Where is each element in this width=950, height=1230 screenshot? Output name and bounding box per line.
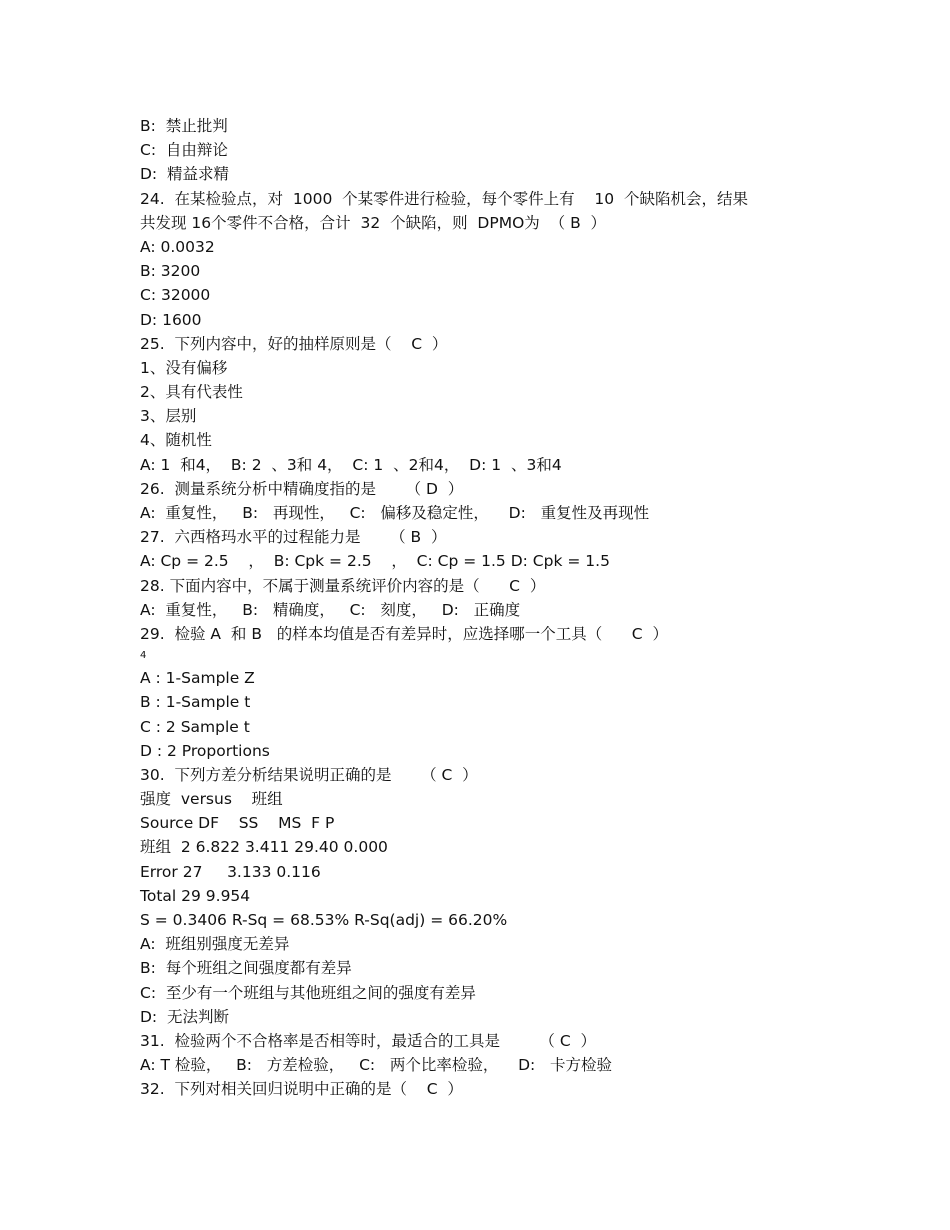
text-line: Total 29 9.954 (140, 886, 251, 905)
text-line: C : 2 Sample t (140, 717, 250, 736)
text-line: B: 3200 (140, 262, 201, 281)
text-line: B: 禁止批判 (140, 117, 228, 135)
text-line: 31. 检验两个不合格率是否相等时，最适合的工具是 （ C ） (140, 1031, 597, 1050)
text-line: 28. 下面内容中，不属于测量系统评价内容的是（ C ） (140, 576, 546, 595)
text-line: D: 精益求精 (140, 165, 230, 184)
text-line: 4、随机性 (140, 431, 212, 450)
text-line: A: 班组别强度无差异 (140, 935, 290, 954)
text-line: S = 0.3406 R-Sq = 68.53% R-Sq(adj) = 66.20% (140, 911, 508, 929)
text-line: C: 32000 (140, 286, 211, 305)
text-line: D : 2 Proportions (140, 741, 270, 760)
text-line: 32. 下列对相关回归说明中正确的是（ C ） (140, 1080, 463, 1099)
text-line: A: 1 和4， B: 2 、3和 4， C: 1 、2和4， D: 1 、3和4 (140, 455, 562, 474)
text-line: 共发现 16个零件不合格，合计 32 个缺陷，则 DPMO为 （ B ） (140, 213, 607, 232)
text-line: Error 27 3.133 0.116 (140, 862, 321, 881)
text-line: A: 0.0032 (140, 237, 215, 256)
text-line: C: 自由辩论 (140, 141, 228, 160)
text-line: 30. 下列方差分析结果说明正确的是 （ C ） (140, 765, 478, 784)
text-line: Source DF SS MS F P (140, 814, 335, 833)
text-line: 班组 2 6.822 3.411 29.40 0.000 (140, 838, 388, 857)
page-number: 4 (140, 650, 147, 662)
text-line: B: 每个班组之间强度都有差异 (140, 959, 352, 978)
text-body (140, 114, 820, 1102)
text-line: A: T 检验， B: 方差检验， C: 两个比率检验， D: 卡方检验 (140, 1056, 613, 1075)
text-line: A: 重复性， B: 再现性， C: 偏移及稳定性， D: 重复性及再现性 (140, 504, 650, 522)
text-line: 27. 六西格玛水平的过程能力是 （ B ） (140, 528, 447, 547)
text-line: A: Cp = 2.5 ， B: Cpk = 2.5 ， C: Cp = 1.5 D: Cpk = 1.5 (140, 552, 610, 571)
text-line: C: 至少有一个班组与其他班组之间的强度有差异 (140, 983, 476, 1002)
text-line: A: 重复性， B: 精确度， C: 刻度， D: 正确度 (140, 600, 521, 619)
text-line: 29. 检验 A 和 B 的样本均值是否有差异时，应选择哪一个工具（ C ） (140, 624, 668, 643)
text-line: 强度 versus 班组 (140, 790, 283, 809)
text-line: 25. 下列内容中，好的抽样原则是（ C ） (140, 334, 448, 353)
text-line: 3、层别 (140, 407, 197, 426)
text-line: 2、具有代表性 (140, 383, 243, 402)
text-line: 24. 在某检验点，对 1000 个某零件进行检验，每个零件上有 10 个缺陷机会，结果 (140, 189, 748, 208)
text-line: A : 1-Sample Z (140, 669, 255, 688)
text-line: 26. 测量系统分析中精确度指的是 （ D ） (140, 479, 464, 498)
text-line: 1、没有偏移 (140, 358, 228, 377)
text-line: D: 无法判断 (140, 1007, 230, 1026)
text-line: B : 1-Sample t (140, 693, 251, 712)
text-line: D: 1600 (140, 310, 202, 329)
